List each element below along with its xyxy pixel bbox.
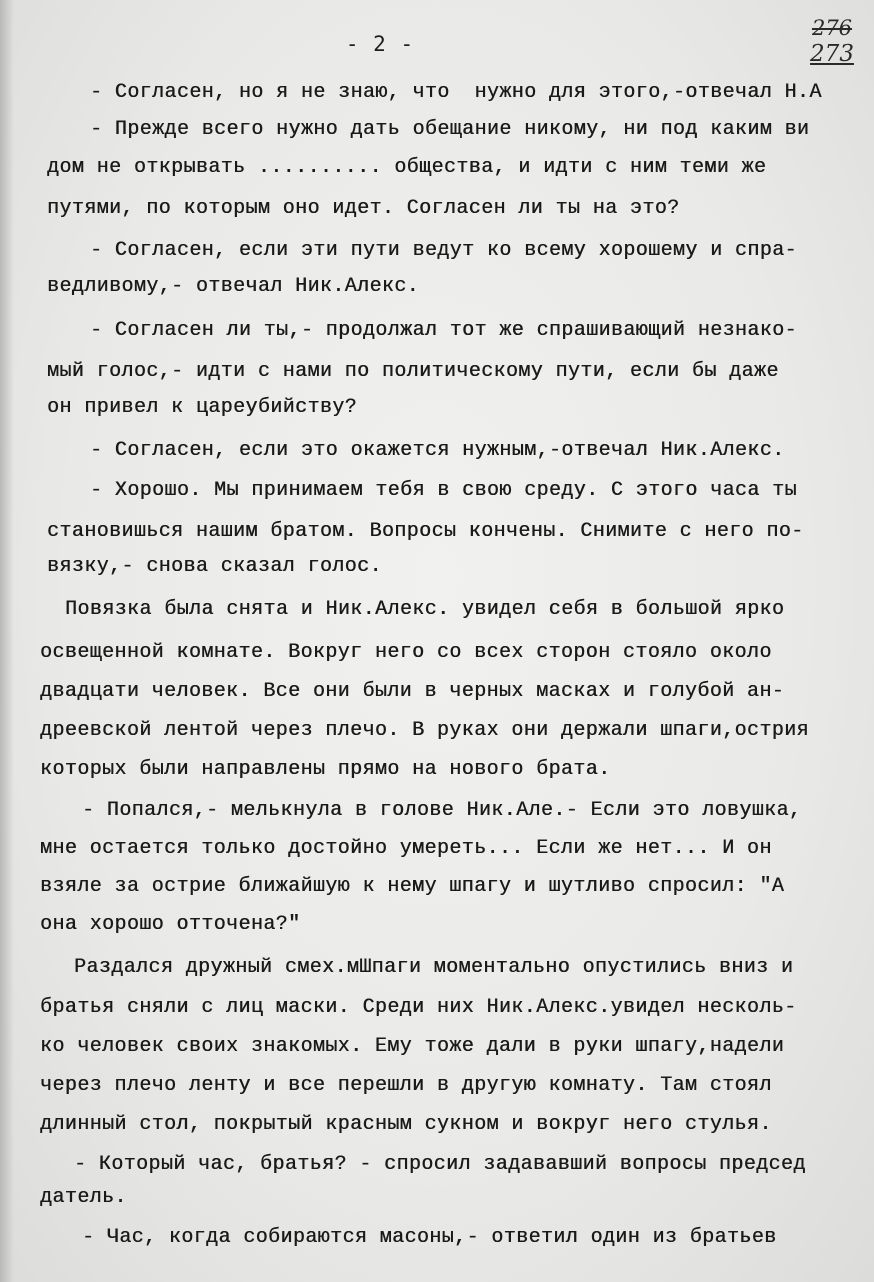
text-line: - Хорошо. Мы принимаем тебя в свою среду. С этого часа ты [90,479,797,502]
text-line: дреевской лентой через плечо. В руках они держали шпаги,острия [40,719,809,742]
archive-number-new: 273 [810,41,854,67]
text-line: становишься нашим братом. Вопросы кончены. Снимите с него по- [47,520,804,543]
text-line: - Попался,- мелькнула в голове Ник.Але.- Если это ловушка, [82,799,802,822]
text-line: которых были направлены прямо на нового брата. [40,758,611,781]
text-line: ведливому,- отвечал Ник.Алекс. [47,275,420,298]
text-line: - Час, когда собираются масоны,- ответил один из братьев [82,1226,777,1249]
text-line: - Согласен, если эти пути ведут ко всему хорошему и спра- [90,239,797,262]
text-line: - Согласен ли ты,- продолжал тот же спрашивающий незнако- [90,319,797,342]
text-line: - Прежде всего нужно дать обещание никому, ни под каким ви [90,118,810,141]
text-line: датель. [40,1186,127,1209]
text-line: братья сняли с лиц маски. Среди них Ник.Алекс.увидел несколь- [40,996,797,1019]
text-line: она хорошо отточена?" [40,913,301,936]
text-line: освещенной комнате. Вокруг него со всех сторон стояло около [40,641,772,664]
text-line: Повязка была снята и Ник.Алекс. увидел себя в большой ярко [65,598,785,621]
text-line: он привел к цареубийству? [47,396,358,419]
text-line: - Который час, братья? - спросил задававший вопросы председ [74,1153,806,1176]
text-line: дом не открывать .......... общества, и идти с ним теми же [47,156,767,179]
text-line: вязку,- снова сказал голос. [47,555,382,578]
text-line: Раздался дружный смех.мШпаги моментально опустились вниз и [74,956,794,979]
page-edge-shadow [0,0,14,1282]
archive-number-old: 276 [811,16,853,40]
text-line: длинный стол, покрытый красным сукном и вокруг него стулья. [40,1113,772,1136]
text-line: мый голос,- идти с нами по политическому пути, если бы даже [47,360,779,383]
text-line: - Согласен, если это окажется нужным,-отвечал Ник.Алекс. [90,439,785,462]
text-line: ко человек своих знакомых. Ему тоже дали в руки шпагу,надели [40,1035,785,1058]
text-line: двадцати человек. Все они были в черных масках и голубой ан- [40,680,785,703]
page-number: - 2 - [345,32,415,56]
text-line: взяле за острие ближайшую к нему шпагу и шутливо спросил: "А [40,875,785,898]
text-line: путями, по которым оно идет. Согласен ли ты на это? [47,197,680,220]
text-line: - Согласен, но я не знаю, что нужно для этого,-отвечал Н.А [90,81,822,104]
text-line: мне остается только достойно умереть... Если же нет... И он [40,837,772,860]
archive-page-number [796,16,868,68]
text-line: через плечо ленту и все перешли в другую комнату. Там стоял [40,1074,772,1097]
